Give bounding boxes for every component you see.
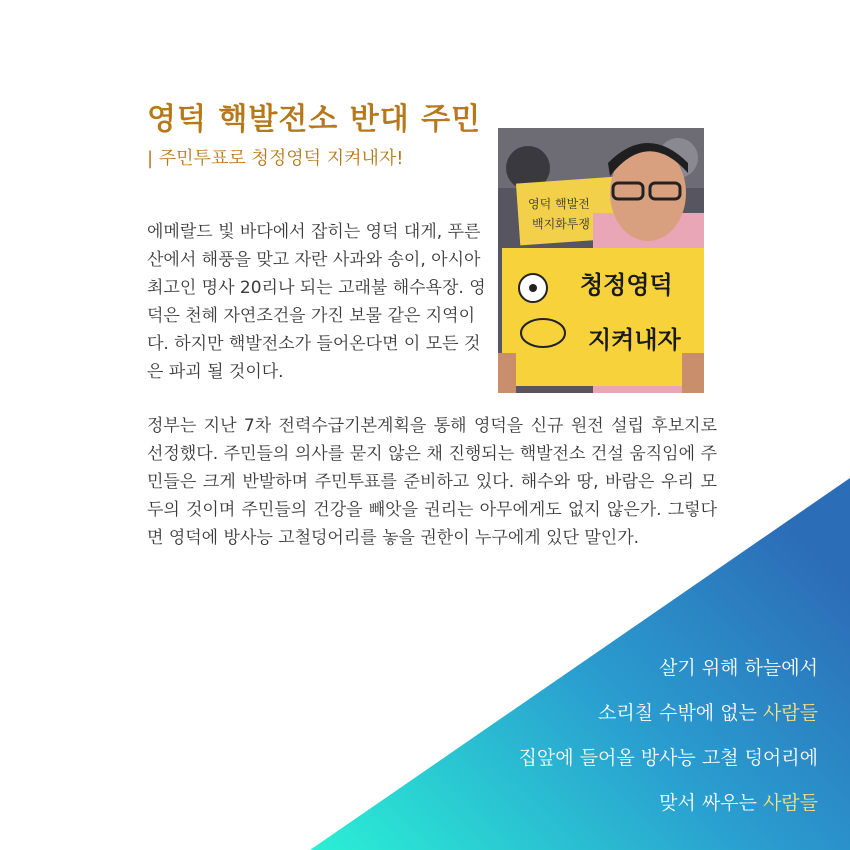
poem-line-2: 소리칠 수밖에 없는 사람들 xyxy=(597,702,818,724)
main-paragraph: 정부는 지난 7차 전력수급기본계획을 통해 영덕을 신규 원전 설립 후보지로 선정했다. 주민들의 의사를 묻지 않은 채 진행되는 핵발전소 건설 움직임에 주민들은 크게 반발하며 주민투표를 준비하고 있다. 해수와 땅, 바람은 우리 모두의 것이며 주민들의 건강을 빼앗을 권리는 아무에게도 없지 않은가. 그렇다면 영덕에 방사능 고철덩어리를 놓을 권한이 누구에게 있단 말인가. xyxy=(147,416,717,548)
svg-text:지켜내자: 지켜내자 xyxy=(588,326,681,354)
poem-line-1: 살기 위해 하늘에서 xyxy=(659,657,818,679)
intro-paragraph: 에메랄드 빛 바다에서 잡히는 영덕 대게, 푸른 산에서 해풍을 맞고 자란 사과와 송이, 아시아 최고인 명사 20리나 되는 고래불 해수욕장. 영덕은 천혜 자연조건을 가진 보물 같은 지역이다. 하지만 핵발전소가 들어온다면 이 모든 것은 파괴 될 것이다. xyxy=(147,222,486,382)
poem-line-3: 집앞에 들어올 방사능 고철 덩어리에 xyxy=(518,747,818,769)
poem-block xyxy=(519,646,818,826)
svg-text:백지화투쟁: 백지화투쟁 xyxy=(532,217,590,231)
protester-photo xyxy=(498,128,704,393)
svg-text:영덕 핵발전: 영덕 핵발전 xyxy=(528,197,590,211)
svg-text:청정영덕: 청정영덕 xyxy=(580,271,673,299)
page-subtitle: | 주민투표로 청정영덕 지켜내자! xyxy=(147,148,404,169)
poem-line-4: 맞서 싸우는 사람들 xyxy=(659,792,818,814)
poem-highlight: 사람들 xyxy=(762,792,818,814)
poem-highlight: 사람들 xyxy=(762,702,818,724)
page-title: 영덕 핵발전소 반대 주민 xyxy=(147,102,482,137)
